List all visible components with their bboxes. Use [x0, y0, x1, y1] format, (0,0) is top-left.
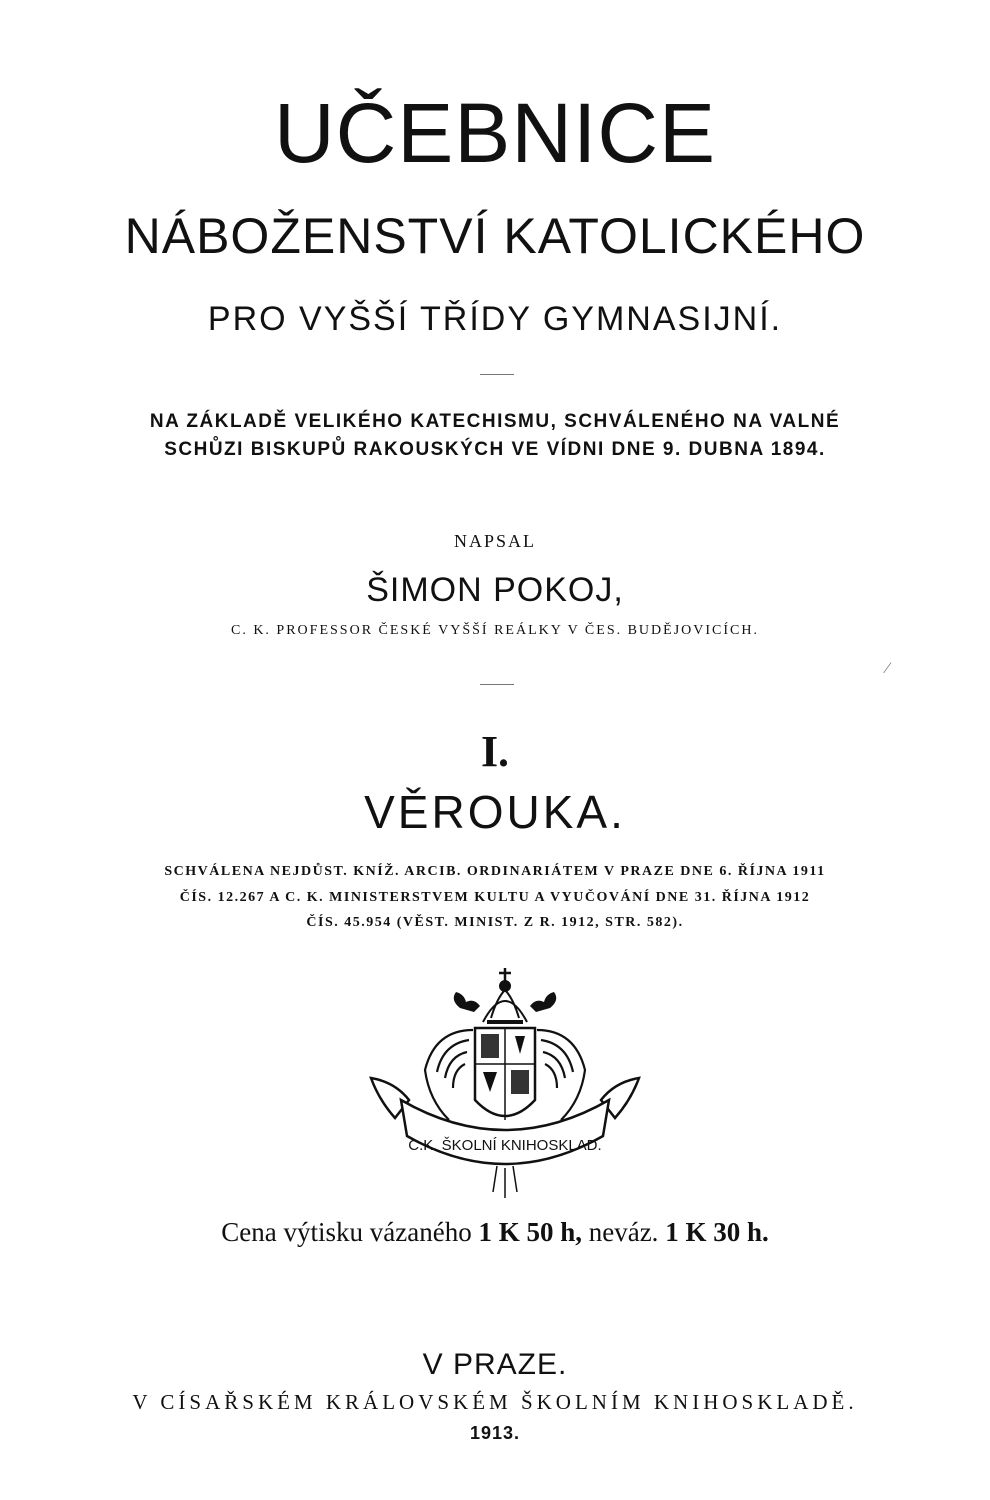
imprint-year: 1913. — [469, 1423, 521, 1443]
emblem-banner-text: C.K. ŠKOLNÍ KNIHOSKLAD. — [408, 1137, 602, 1154]
catechism-basis-line-2: SCHŮZI BISKUPŮ RAKOUSKÝCH VE VÍDNI DNE 9. DUBNA 1894. — [164, 439, 826, 460]
price-prefix: Cena výtisku vázaného — [221, 1217, 472, 1247]
price-bound: 1 K 50 h, — [478, 1217, 582, 1247]
book-subtitle-audience: PRO VYŠŠÍ TŘÍDY GYMNASIJNÍ. — [207, 300, 783, 338]
imperial-eagle-emblem — [365, 960, 645, 1210]
author-info: C. K. PROFESSOR ČESKÉ VYŠŠÍ REÁLKY V ČES. BUDĚJOVICÍCH. — [230, 623, 759, 638]
price-unbound: 1 K 30 h. — [665, 1217, 769, 1247]
volume-title: VĚROUKA. — [364, 786, 626, 838]
author-label: NAPSAL — [453, 531, 536, 551]
price-unbound-label: neváz. — [588, 1217, 659, 1247]
approval-line-1: SCHVÁLENA NEJDŮST. KNÍŽ. ARCIB. ORDINARIÁTEM V PRAZE DNE 6. ŘÍJNA 1911 — [164, 864, 826, 879]
imprint-publisher: V CÍSAŘSKÉM KRÁLOVSKÉM ŠKOLNÍM KNIHOSKLADĚ. — [132, 1390, 858, 1414]
divider-rule — [480, 374, 514, 375]
catechism-basis-line-1: NA ZÁKLADĚ VELIKÉHO KATECHISMU, SCHVÁLENÉHO NA VALNÉ — [149, 411, 841, 432]
book-title: UČEBNICE — [273, 86, 717, 180]
book-subtitle: NÁBOŽENSTVÍ KATOLICKÉHO — [124, 208, 866, 264]
imprint-city: V PRAZE. — [422, 1348, 568, 1381]
scan-speck: ⁄ — [886, 660, 889, 677]
volume-number: I. — [480, 727, 510, 776]
approval-line-3: ČÍS. 45.954 (VĚST. MINIST. Z R. 1912, STR. 582). — [306, 915, 684, 930]
approval-line-2: ČÍS. 12.267 A C. K. MINISTERSTVEM KULTU A VYUČOVÁNÍ DNE 31. ŘÍJNA 1912 — [179, 890, 811, 905]
price-line — [0, 1216, 990, 1248]
author-name: ŠIMON POKOJ, — [366, 571, 624, 609]
divider-rule — [480, 684, 514, 685]
